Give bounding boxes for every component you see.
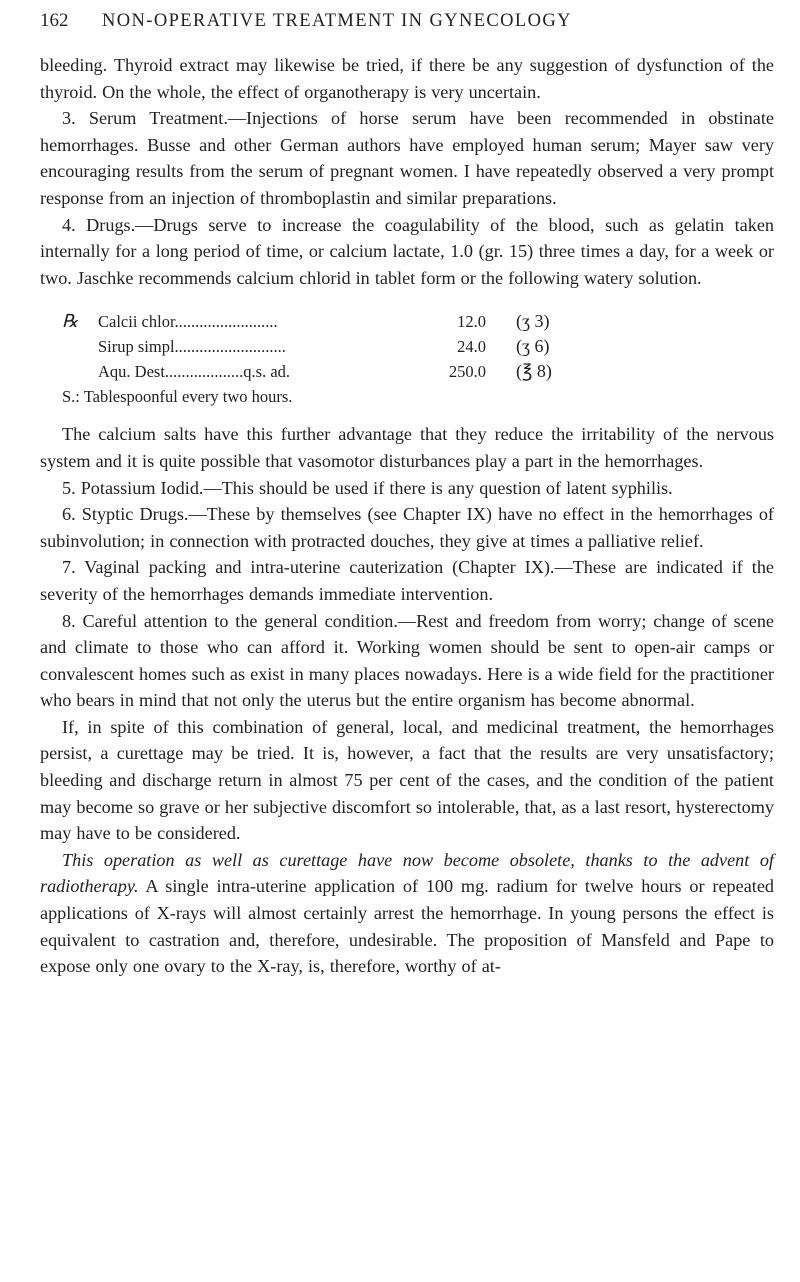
prescription-quantity: 24.0 — [457, 337, 486, 357]
book-page — [40, 10, 774, 980]
paragraph-thyroid: bleeding. Thyroid extract may likewise be tried, if there be any suggestion of dysfunction of the thyroid. On the whole, the effect of organotherapy is very uncertain. — [40, 55, 774, 102]
paragraph-serum-treatment: 3. Serum Treatment.—Injections of horse serum have been recommended in obstinate hemorrhages. Busse and other German authors have employed human serum; Mayer saw very encouraging results from the serum of pregnant women. I have repeatedly observed a very prompt response from an injection of thromboplastin and similar preparations. — [40, 108, 774, 208]
running-title: NON-OPERATIVE TREATMENT IN GYNECOLOGY — [102, 11, 572, 31]
prescription-row — [40, 359, 774, 384]
prescription-equivalent: (℥ 8) — [516, 361, 552, 382]
paragraph-curettage: If, in spite of this combination of general, local, and medicinal treatment, the hemorrhages persist, a curettage may be tried. It is, however, a fact that the results are very unsatisfactory; bleeding and discharge return in almost 75 per cent of the cases, and the condition of the patient may become so grave or her subjective discomfort so intolerable, that, as a last resort, hysterectomy may have to be considered. — [40, 716, 774, 844]
prescription-row — [40, 334, 774, 359]
prescription-drug: Calcii chlor......................... — [98, 312, 278, 332]
paragraph-potassium-iodid: 5. Potassium Iodid.—This should be used if there is any question of latent syphilis. — [62, 477, 673, 498]
page-number: 162 — [40, 10, 69, 31]
prescription-signa: S.: Tablespoonful every two hours. — [62, 387, 293, 407]
radiotherapy-text: A single intra-uterine application of 100 mg. radium for twelve hours or repeated applications of X-rays will almost certainly arrest the hemorrhage. In young persons the effect is equivalent to castration and, therefore, undesirable. The proposition of Mansfeld and Pape to expose only one ovary to the X-ray, is, therefore, worthy of at- — [40, 876, 774, 977]
prescription-equivalent: (ʒ 3) — [516, 311, 550, 332]
prescription-row — [40, 309, 774, 334]
prescription-quantity: 250.0 — [448, 362, 486, 382]
prescription-block — [40, 309, 774, 409]
paragraph-general-condition: 8. Careful attention to the general condition.—Rest and freedom from worry; change of scene and climate to those who can afford it. Working women should be sent to open-air camps or convalescent homes such as exist in many places nowadays. Here is a wide field for the practitioner who bears in mind that not only the uterus but the entire organism has become abnormal. — [40, 610, 774, 711]
paragraph-vaginal-packing: 7. Vaginal packing and intra-uterine cauterization (Chapter IX).—These are indicated if the severity of the hemorrhages demands immediate intervention. — [40, 557, 774, 604]
recipe-symbol: ℞ — [62, 311, 79, 332]
prescription-quantity: 12.0 — [457, 312, 486, 332]
paragraph-drugs: 4. Drugs.—Drugs serve to increase the coagulability of the blood, such as gelatin taken internally for a long period of time, or calcium lactate, 1.0 (gr. 15) three times a day, for a week or two. Jaschke recommends calcium chlorid in tablet form or the following watery solution. — [40, 214, 774, 288]
running-head — [40, 10, 774, 46]
radiotherapy-emphasis: This operation as well as curettage have now become obsolete, thanks to the advent of radiotherapy. — [40, 849, 774, 897]
paragraph-styptic-drugs: 6. Styptic Drugs.—These by themselves (see Chapter IX) have no effect in the hemorrhages of subinvolution; in connection with protracted douches, they give at times a palliative relief. — [40, 504, 774, 551]
prescription-equivalent: (ʒ 6) — [516, 336, 550, 357]
prescription-drug: Aqu. Dest...................q.s. ad. — [98, 362, 291, 382]
paragraph-calcium-salts: The calcium salts have this further advantage that they reduce the irritability of the nervous system and it is quite possible that vasomotor disturbances play a part in the hemorrhages. — [40, 424, 774, 471]
paragraph-radiotherapy — [40, 847, 774, 980]
prescription-drug: Sirup simpl........................... — [98, 337, 286, 357]
